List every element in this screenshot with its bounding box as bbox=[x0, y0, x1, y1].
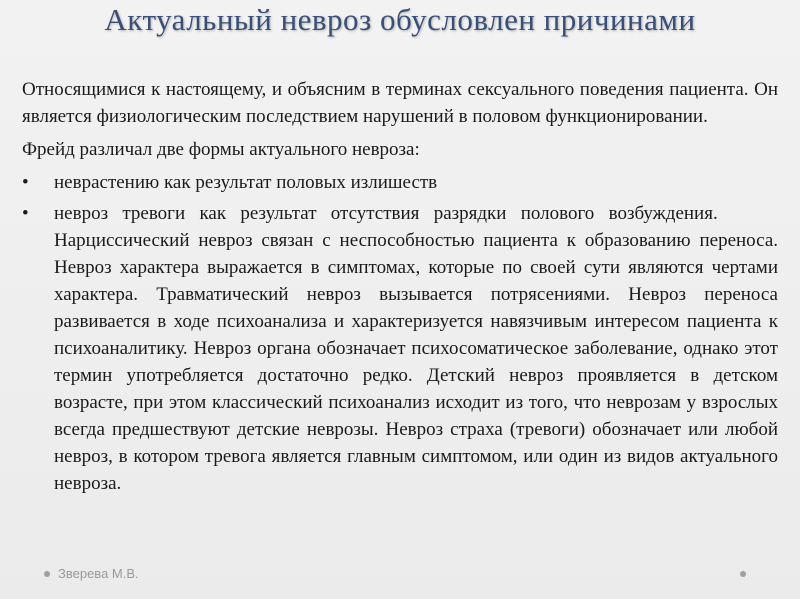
decorative-dot-left bbox=[44, 571, 50, 577]
bullet-text: невроз тревоги как результат отсутствия разрядки полового возбуждения. bbox=[54, 203, 718, 224]
author-footer: Зверева М.В. bbox=[58, 566, 139, 581]
bullet-item-anxiety-neurosis bbox=[22, 200, 778, 497]
decorative-dot-right bbox=[740, 571, 746, 577]
bullet-icon: • bbox=[22, 172, 29, 193]
bullet-continuation-text: Нарциссический невроз связан с неспособностью пациента к образованию переноса. Невроз характера выражается в симптомах, которые по своей сути являются чертами характера. Травматический невроз вызывается потрясениями. Невроз переноса развивается в ходе психоанализа и характеризуется навязчивым интересом пациента к психоаналитику. Невроз органа обозначает психосоматическое заболевание, однако этот термин употребляется достаточно редко. Детский невроз проявляется в детском возрасте, при этом классический психоанализ исходит из того, что неврозам у взрослых всегда предшествуют детские неврозы. Невроз страха (тревоги) обозначает или любой невроз, в котором тревога является главным симптомом, или один из видов актуального невроза. bbox=[54, 230, 778, 494]
bullet-icon: • bbox=[22, 203, 29, 224]
bullet-item-neurasthenia bbox=[22, 169, 778, 196]
bullet-text: неврастению как результат половых излишеств bbox=[54, 172, 438, 193]
slide-title: Актуальный невроз обусловлен причинами bbox=[104, 2, 696, 37]
paragraph-forms: Фрейд различал две формы актуального невроза: bbox=[22, 139, 420, 160]
paragraph-intro: Относящимися к настоящему, и объясним в терминах сексуального поведения пациента. Он является физиологическим последствием нарушений в половом функционировании. bbox=[22, 79, 778, 127]
slide-content bbox=[22, 76, 778, 501]
